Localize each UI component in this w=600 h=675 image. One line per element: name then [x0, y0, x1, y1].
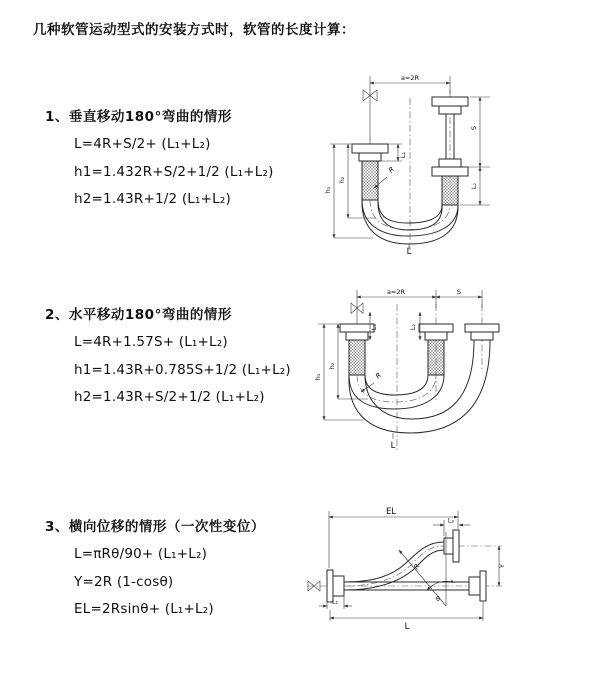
section-2-heading: 2、水平移动180°弯曲的情形: [45, 307, 232, 323]
braided-hose-section: [442, 176, 458, 205]
label-l: L: [390, 441, 396, 451]
label-el: EL: [385, 507, 397, 517]
braided-hose-section: [362, 161, 378, 200]
section-1-formulas: [74, 131, 274, 214]
formula-line: Y=2R (1-cosθ): [74, 573, 174, 590]
label-h2: h₂: [328, 362, 336, 370]
horizontal-bend-drawing: [312, 282, 512, 460]
dimension-l: [330, 602, 483, 632]
formula-line: EL=2Rsinθ+ (L₁+L₂): [74, 601, 214, 617]
valve-icon: [351, 290, 363, 324]
formula-line: h1=1.43R+0.785S+1/2 (L₁+L₂): [74, 361, 291, 378]
label-a2r: a=2R: [400, 74, 420, 82]
dimension-y: [498, 546, 506, 586]
formula-line: h2=1.43R+S/2+1/2 (L₁+L₂): [74, 389, 265, 405]
label-h1: h₁: [324, 186, 332, 194]
dimension-l: [407, 244, 412, 255]
label-a2r: a=2R: [386, 288, 406, 296]
formula-line: h2=1.43R+1/2 (L₁+L₂): [74, 191, 231, 207]
dimension-a2r-s: [357, 288, 482, 308]
label-l: L: [404, 622, 410, 632]
dimension-l2: [409, 312, 420, 340]
section-1-heading: 1、垂直移动180°弯曲的情形: [45, 109, 232, 125]
lateral-displacement-drawing: [303, 502, 513, 637]
diagram-horizontal-180-bend: [312, 282, 512, 460]
formula-line: L=4R+1.57S+ (L₁+L₂): [74, 334, 228, 350]
label-l2: L₂: [447, 516, 455, 525]
dimension-l: [391, 433, 396, 451]
hose-s-curve-displaced: [344, 542, 444, 590]
dimension-el: [329, 507, 458, 568]
formula-line: L=4R+S/2+ (L₁+L₂): [74, 136, 211, 152]
hose-u-curves: [349, 340, 490, 433]
label-l1: L₁: [399, 151, 407, 159]
label-l1: L₁: [331, 597, 339, 606]
label-l1: L₁: [370, 323, 378, 331]
pipe-assembly-middle: [419, 324, 453, 375]
pipe-assembly-left: [340, 324, 374, 375]
label-l: L: [406, 247, 412, 255]
valve-icon: [363, 76, 377, 144]
radius-construction: [399, 532, 455, 606]
pipe-assembly-left: [352, 144, 388, 200]
braided-hose-section: [428, 340, 444, 375]
label-h2: h₂: [338, 176, 346, 184]
section-2-formulas: [74, 329, 291, 412]
label-l2: L₂: [470, 182, 478, 190]
label-s: S: [470, 125, 478, 131]
label-y: Y: [498, 564, 506, 568]
section-3-formulas: [74, 541, 214, 624]
pipe-assembly-right-lower: [469, 571, 486, 601]
section-3-heading: 3、横向位移的情形（一次性变位）: [45, 519, 265, 535]
pipe-assembly-right-moved: [465, 324, 499, 340]
diagram-vertical-180-bend: [318, 70, 513, 255]
formula-line: L=πRθ/90+ (L₁+L₂): [74, 546, 208, 562]
label-l2: L₂: [409, 323, 417, 331]
label-radius: R: [412, 562, 422, 572]
page-title: 几种软管运动型式的安装方式时，软管的长度计算：: [33, 22, 355, 38]
dimension-a2r: [370, 74, 450, 94]
label-radius: R: [374, 371, 384, 381]
formula-line: h1=1.432R+S/2+1/2 (L₁+L₂): [74, 163, 274, 180]
label-radius: R: [387, 165, 397, 175]
dimension-l1: [370, 312, 378, 340]
dimension-s-and-l2: [460, 97, 490, 205]
label-s: S: [456, 288, 462, 296]
label-h1: h₁: [314, 373, 322, 381]
diagram-lateral-displacement: [303, 502, 513, 637]
vertical-bend-drawing: [318, 70, 513, 255]
braided-hose-section: [349, 340, 365, 375]
label-theta: θ: [436, 595, 440, 603]
dimension-l2: [433, 517, 470, 537]
